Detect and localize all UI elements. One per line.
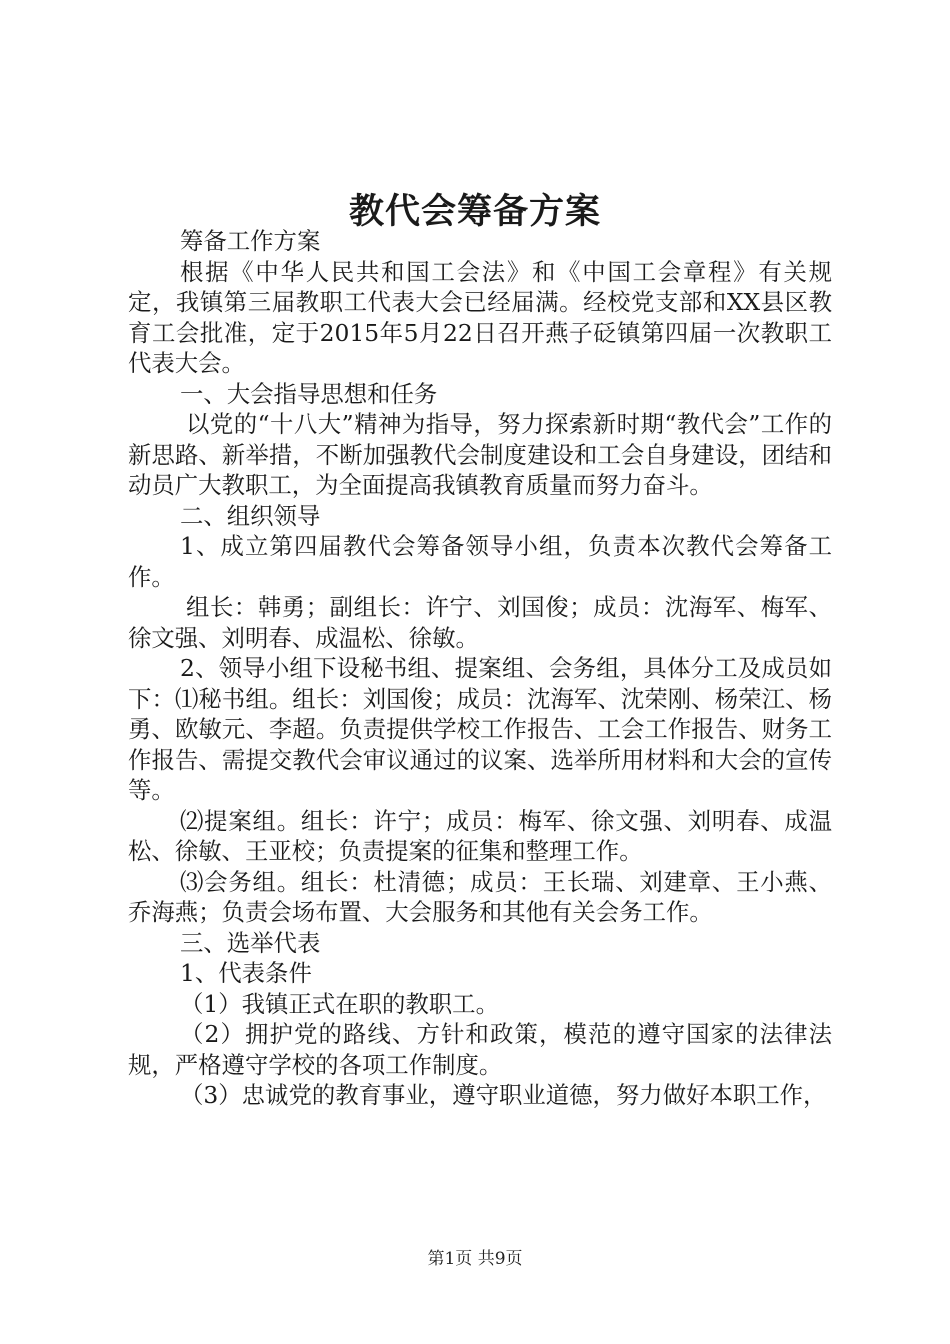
paragraph: 1、成立第四届教代会筹备领导小组，负责本次教代会筹备工作。: [128, 532, 832, 591]
section-heading: 三、选举代表: [180, 928, 321, 957]
list-item: （1）我镇正式在职的教职工。: [180, 989, 499, 1018]
paragraph-heading: 筹备工作方案: [180, 227, 321, 255]
list-item: （2）拥护党的路线、方针和政策，模范的遵守国家的法律法规，严格遵守学校的各项工作制度。: [128, 1020, 832, 1079]
paragraph: ⑵提案组。组长：许宁；成员：梅军、徐文强、刘明春、成温松、徐敏、王亚校；负责提案的征集和整理工作。: [128, 806, 832, 865]
list-item: （3）忠诚党的教育事业，遵守职业道德，努力做好本职工作，: [180, 1081, 827, 1109]
subsection-heading: 1、代表条件: [180, 959, 312, 987]
page-footer: 第1页 共9页: [427, 1249, 523, 1269]
document-body: [128, 226, 832, 1111]
paragraph: ⑶会务组。组长：杜清德；成员：王长瑞、刘建章、王小燕、乔海燕；负责会场布置、大会服务和其他有关会务工作。: [128, 867, 832, 926]
paragraph: 2、领导小组下设秘书组、提案组、会务组，具体分工及成员如下：⑴秘书组。组长：刘国俊；成员：沈海军、沈荣刚、杨荣江、杨勇、欧敏元、李超。负责提供学校工作报告、工会工作报告、财务工作报告、需提交教代会审议通过的议案、选举所用材料和大会的宣传等。: [128, 654, 832, 804]
section-heading: 二、组织领导: [180, 501, 321, 530]
paragraph: 以党的“十八大”精神为指导，努力探索新时期“教代会”工作的新思路、新举措，不断加强教代会制度建设和工会自身建设，团结和动员广大教职工，为全面提高我镇教育质量而努力奋斗。: [128, 410, 832, 499]
paragraph: 组长：韩勇；副组长：许宁、刘国俊；成员：沈海军、梅军、徐文强、刘明春、成温松、徐敏。: [128, 593, 832, 652]
section-heading: 一、大会指导思想和任务: [180, 379, 438, 408]
paragraph: 根据《中华人民共和国工会法》和《中国工会章程》有关规定，我镇第三届教职工代表大会已经届满。经校党支部和XX县区教育工会批准，定于2015年5月22日召开燕子砭镇第四届一次教职工代表大会。: [128, 257, 832, 377]
document-title: 教代会筹备方案: [348, 191, 601, 232]
